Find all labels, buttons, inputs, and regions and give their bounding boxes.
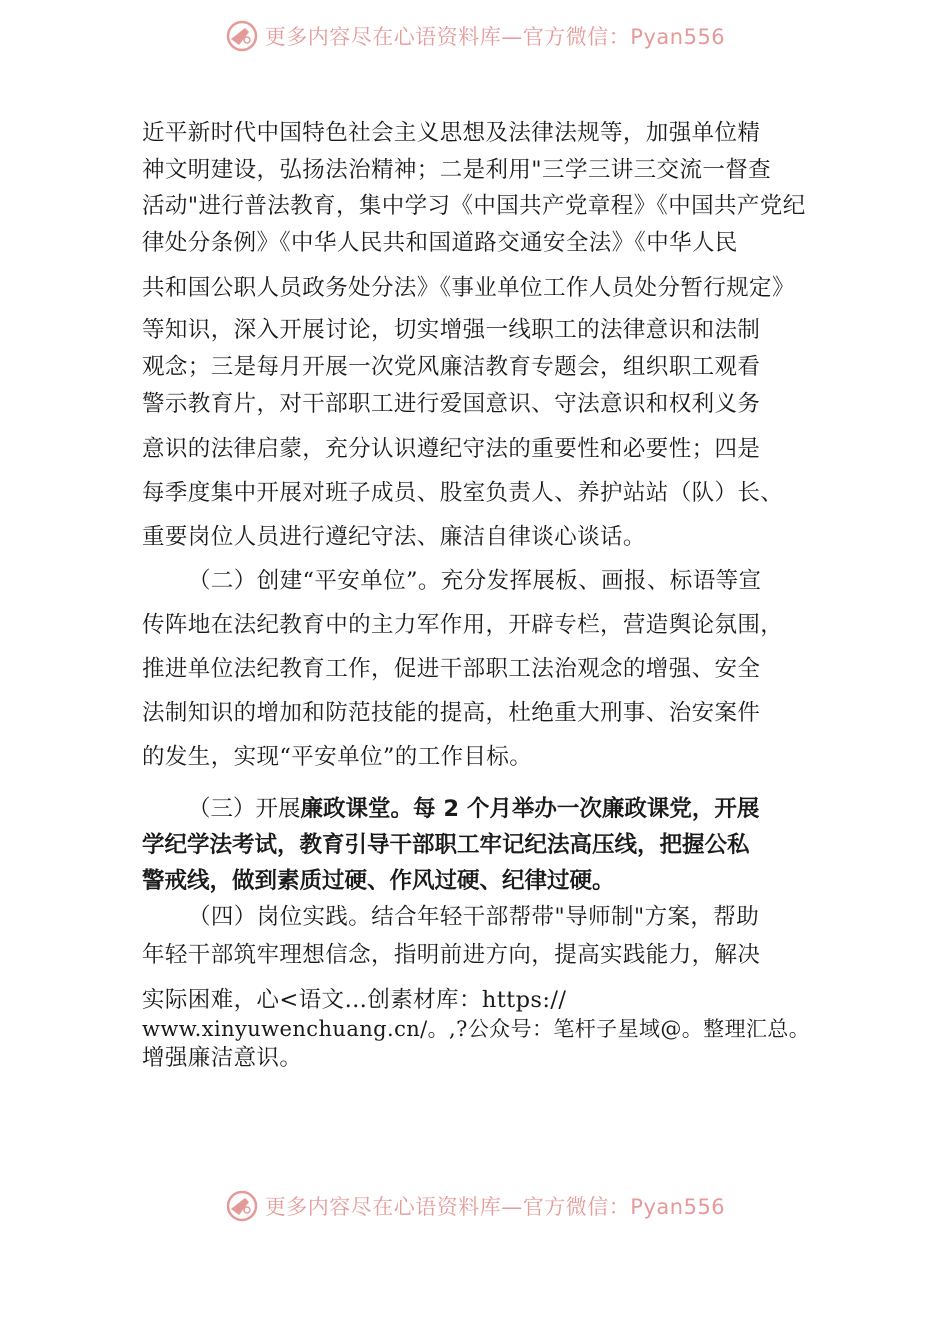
body-line: 律处分条例》《中华人民共和国道路交通安全法》《中华人民 bbox=[142, 230, 738, 256]
body-line: www.xinyuwenchuang.cn/。,?公众号：笔杆子星域@。整理汇总。 bbox=[142, 1017, 811, 1041]
watermark-text: 更多内容尽在心语资料库—官方微信：Pyan556 bbox=[264, 25, 726, 49]
body-line-bold: 警戒线，做到素质过硬、作风过硬、纪律过硬。 bbox=[142, 868, 615, 894]
body-line-bold: 学纪学法考试，教育引导干部职工牢记纪法高压线，把握公私 bbox=[142, 832, 750, 858]
header-watermark bbox=[0, 14, 950, 58]
section-heading-line: （二）创建“平安单位”。充分发挥展板、画报、标语等宣 bbox=[188, 568, 762, 594]
body-line: 的发生，实现“平安单位”的工作目标。 bbox=[142, 744, 533, 770]
body-line: 增强廉洁意识。 bbox=[142, 1045, 303, 1071]
body-line: 每季度集中开展对班子成员、股室负责人、养护站站（队）长、 bbox=[142, 480, 784, 506]
body-line: 法制知识的增加和防范技能的提高，杜绝重大刑事、治安案件 bbox=[142, 700, 761, 726]
body-line: 意识的法律启蒙，充分认识遵纪守法的重要性和必要性；四是 bbox=[142, 436, 761, 462]
section-heading-prefix: （三）开展 bbox=[188, 796, 301, 822]
section-heading-bold: 廉政课堂。每 2 个月举办一次廉政课党，开展 bbox=[300, 796, 760, 822]
body-line: 重要岗位人员进行遵纪守法、廉洁自律谈心谈话。 bbox=[142, 524, 646, 550]
body-line: 等知识，深入开展讨论，切实增强一线职工的法律意识和法制 bbox=[142, 317, 761, 343]
body-line: 警示教育片，对干部职工进行爱国意识、守法意识和权利义务 bbox=[142, 391, 761, 417]
body-line: 共和国公职人员政务处分法》《事业单位工作人员处分暂行规定》 bbox=[142, 275, 795, 301]
body-line: 观念；三是每月开展一次党风廉洁教育专题会，组织职工观看 bbox=[142, 354, 761, 380]
watermark-logo-icon bbox=[225, 1189, 259, 1223]
watermark-text: 更多内容尽在心语资料库—官方微信：Pyan556 bbox=[264, 1195, 726, 1219]
body-line: 推进单位法纪教育工作，促进干部职工法治观念的增强、安全 bbox=[142, 656, 761, 682]
watermark-logo-icon bbox=[225, 19, 259, 53]
body-line: 近平新时代中国特色社会主义思想及法律法规等，加强单位精 bbox=[142, 120, 761, 146]
footer-watermark bbox=[0, 1184, 950, 1228]
body-line: 活动"进行普法教育，集中学习《中国共产党章程》《中国共产党纪 bbox=[142, 193, 806, 219]
body-line: 年轻干部筑牢理想信念，指明前进方向，提高实践能力，解决 bbox=[142, 942, 761, 968]
body-line: 实际困难，心<语文…创素材库：https:// bbox=[142, 987, 567, 1013]
section-heading-line bbox=[188, 794, 759, 824]
body-line: 传阵地在法纪教育中的主力军作用，开辟专栏，营造舆论氛围， bbox=[142, 612, 784, 638]
body-line: 神文明建设，弘扬法治精神；二是利用"三学三讲三交流一督查 bbox=[142, 157, 772, 183]
section-heading-line: （四）岗位实践。结合年轻干部帮带"导师制"方案，帮助 bbox=[188, 904, 760, 930]
